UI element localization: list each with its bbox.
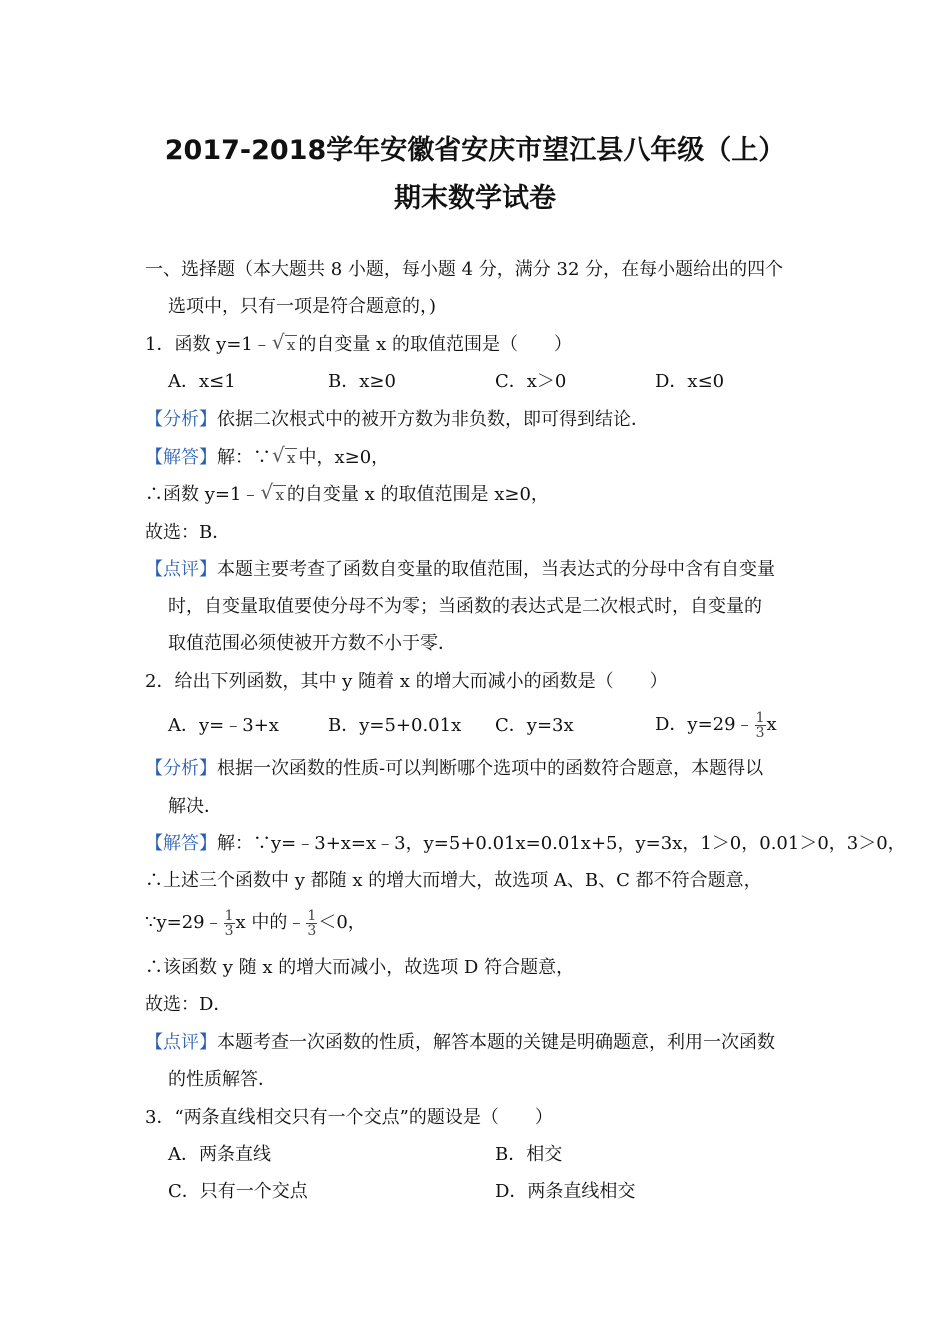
q2-comment-line-2: 的性质解答．	[168, 1069, 276, 1090]
analysis-tag: 【分析】	[145, 758, 217, 779]
q1-answer: 故选：B．	[145, 522, 231, 543]
q2-optd-pre: D．y=29﹣	[655, 714, 754, 735]
sqrt-x-expression	[271, 330, 297, 357]
q2-analysis-text-1: 根据一次函数的性质-可以判断哪个选项中的函数符合题意，本题得以	[217, 758, 764, 779]
q2-sol3-mid: x 中的﹣	[235, 912, 306, 933]
fraction-one-third	[755, 711, 766, 740]
q2-analysis-line-1	[145, 757, 763, 781]
fraction-numerator: 1	[307, 907, 317, 924]
radical-sign-icon: √	[271, 330, 285, 354]
q2-comment-line-1	[145, 1031, 775, 1055]
q3-option-c: C．只有一个交点	[168, 1181, 308, 1202]
q1-sol1-pre: 解：∵	[217, 447, 271, 468]
q2-stem: 2．给出下列函数，其中 y 随着 x 的增大而减小的函数是（ ）	[145, 671, 668, 692]
title-line-2: 期末数学试卷	[394, 183, 556, 214]
comment-tag: 【点评】	[145, 559, 217, 580]
q3-option-a: A．两条直线	[168, 1144, 271, 1165]
q1-option-b: B．x≥0	[328, 371, 396, 392]
fraction-denominator: 3	[224, 922, 234, 939]
sqrt-x-expression	[272, 443, 297, 470]
q1-stem-post: 的自变量 x 的取值范围是（ ）	[298, 334, 572, 355]
q1-analysis-text: 依据二次根式中的被开方数为非负数，即可得到结论．	[217, 409, 649, 430]
fraction-one-third	[306, 909, 317, 938]
section-heading-line-2: 选项中，只有一项是符合题意的，)	[168, 296, 437, 317]
q2-solution-line-2: ∴上述三个函数中 y 都随 x 的增大而增大，故选项 A、B、C 都不符合题意，	[145, 870, 762, 891]
q1-comment-text-1: 本题主要考查了函数自变量的取值范围，当表达式的分母中含有自变量	[217, 559, 775, 580]
q1-comment-line-2: 时，自变量取值要使分母不为零；当函数的表达式是二次根式时，自变量的	[168, 596, 762, 617]
q2-option-c: C．y=3x	[495, 715, 574, 736]
q3-stem: 3．“两条直线相交只有一个交点”的题设是（ ）	[145, 1107, 553, 1128]
fraction-denominator: 3	[307, 922, 317, 939]
solution-tag: 【解答】	[145, 833, 217, 854]
q3-option-b: B．相交	[495, 1144, 563, 1165]
q1-option-c: C．x＞0	[495, 371, 567, 392]
q1-comment-line-1	[145, 558, 775, 582]
q1-sol2-pre: ∴函数 y=1﹣	[145, 484, 260, 505]
fraction-denominator: 3	[755, 724, 765, 741]
fraction-numerator: 1	[224, 907, 234, 924]
q2-solution-line-4: ∴该函数 y 随 x 的增大而减小，故选项 D 符合题意，	[145, 957, 575, 978]
q1-option-d: D．x≤0	[655, 371, 725, 392]
sqrt-x-expression	[260, 480, 285, 507]
q2-option-b: B．y=5+0.01x	[328, 715, 462, 736]
comment-tag: 【点评】	[145, 1032, 217, 1053]
analysis-tag: 【分析】	[145, 409, 217, 430]
q1-comment-line-3: 取值范围必须使被开方数不小于零．	[168, 633, 456, 654]
section-heading-line-1: 一、选择题（本大题共 8 小题，每小题 4 分，满分 32 分，在每小题给出的四个	[145, 259, 784, 280]
radical-sign-icon: √	[272, 443, 285, 467]
fraction-one-third	[224, 909, 235, 938]
q2-optd-post: x	[766, 714, 777, 735]
radicand: x	[286, 336, 296, 354]
q1-sol2-post: 的自变量 x 的取值范围是 x≥0，	[286, 484, 549, 505]
radical-sign-icon: √	[260, 480, 274, 504]
radicand: x	[275, 486, 284, 504]
q1-analysis	[145, 408, 649, 432]
q3-option-d: D．两条直线相交	[495, 1181, 636, 1202]
q2-option-d	[655, 706, 777, 744]
q1-option-a: A．x≤1	[168, 371, 236, 392]
solution-tag: 【解答】	[145, 447, 217, 468]
q2-sol1-text: 解：∵y=﹣3+x=x﹣3，y=5+0.01x=0.01x+5，y=3x，1＞0，0.01＞0，3＞0，	[217, 833, 906, 854]
q1-stem-pre: 1．函数 y=1﹣	[145, 334, 271, 355]
q2-sol3-pre: ∵y=29﹣	[145, 912, 223, 933]
q2-analysis-line-2: 解决．	[168, 796, 222, 817]
q2-answer: 故选：D．	[145, 994, 232, 1015]
q1-sol1-post: 中，x≥0，	[298, 447, 390, 468]
q2-option-a: A．y=﹣3+x	[168, 715, 279, 736]
q2-solution-line-3	[145, 904, 366, 942]
radicand: x	[287, 449, 296, 467]
q1-stem	[145, 330, 572, 357]
q1-solution-line-1	[145, 443, 390, 470]
q2-sol3-post: ＜0，	[318, 912, 366, 933]
title-line-1: 2017-2018学年安徽省安庆市望江县八年级（上）	[164, 135, 786, 166]
q2-comment-text-1: 本题考查一次函数的性质，解答本题的关键是明确题意，利用一次函数	[217, 1032, 775, 1053]
q1-solution-line-2	[145, 480, 549, 507]
fraction-numerator: 1	[755, 709, 765, 726]
q2-solution-line-1	[145, 832, 906, 856]
